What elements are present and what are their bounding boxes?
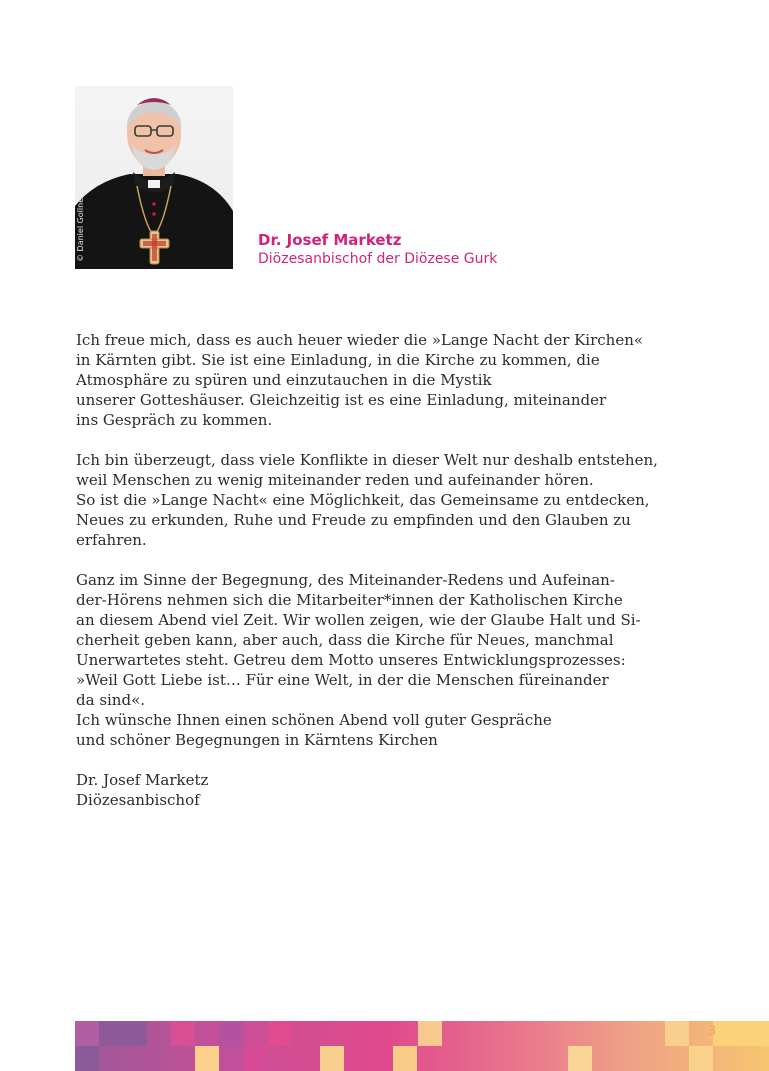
bishop-portrait-illustration: [75, 86, 233, 269]
text-line: Ich wünsche Ihnen einen schönen Abend voll guter Gespräche: [76, 711, 552, 729]
page-number: 3: [708, 1024, 717, 1039]
signature-title: Diözesanbischof: [76, 791, 200, 809]
text-line: Unerwartetes steht. Getreu dem Motto unseres Entwicklungsprozesses:: [76, 651, 626, 669]
photo-credit: © Daniel Gollner: [76, 194, 85, 262]
text-line: Ich bin überzeugt, dass viele Konflikte in dieser Welt nur deshalb entstehen,: [76, 451, 658, 469]
text-line: unserer Gotteshäuser. Gleichzeitig ist es eine Einladung, miteinander: [76, 391, 607, 409]
text-line: »Weil Gott Liebe ist… Für eine Welt, in der die Menschen füreinander: [76, 671, 609, 689]
bishop-portrait-photo: [75, 86, 233, 269]
signature: [76, 770, 736, 810]
text-line: Ich freue mich, dass es auch heuer wieder die »Lange Nacht der Kirchen«: [76, 331, 644, 349]
text-line: Neues zu erkunden, Ruhe und Freude zu empfinden und den Glauben zu: [76, 511, 631, 529]
text-line: erfahren.: [76, 531, 147, 549]
author-block: [258, 231, 497, 269]
text-line: Ganz im Sinne der Begegnung, des Miteinander-Redens und Aufeinan-: [76, 571, 615, 589]
text-line: an diesem Abend viel Zeit. Wir wollen zeigen, wie der Glaube Halt und Si-: [76, 611, 641, 629]
decorative-footer-band: [75, 1021, 769, 1071]
text-line: cherheit geben kann, aber auch, dass die Kirche für Neues, manchmal: [76, 631, 614, 649]
text-line: weil Menschen zu wenig miteinander reden und aufeinander hören.: [76, 471, 594, 489]
text-line: ins Gespräch zu kommen.: [76, 411, 273, 429]
text-line: und schöner Begegnungen in Kärntens Kirchen: [76, 731, 438, 749]
letter-body: [76, 330, 736, 830]
signature-name: Dr. Josef Marketz: [76, 771, 209, 789]
paragraph: [76, 450, 736, 550]
text-line: in Kärnten gibt. Sie ist eine Einladung, in die Kirche zu kommen, die: [76, 351, 600, 369]
text-line: So ist die »Lange Nacht« eine Möglichkeit, das Gemeinsame zu entdecken,: [76, 491, 650, 509]
paragraph: [76, 570, 736, 750]
text-line: Atmosphäre zu spüren und einzutauchen in die Mystik: [76, 371, 492, 389]
author-title: Diözesanbischof der Diözese Gurk: [258, 251, 498, 267]
text-line: der-Hörens nehmen sich die Mitarbeiter*innen der Katholischen Kirche: [76, 591, 623, 609]
author-name: Dr. Josef Marketz: [258, 231, 402, 249]
text-line: da sind«.: [76, 691, 146, 709]
paragraph: [76, 330, 736, 430]
